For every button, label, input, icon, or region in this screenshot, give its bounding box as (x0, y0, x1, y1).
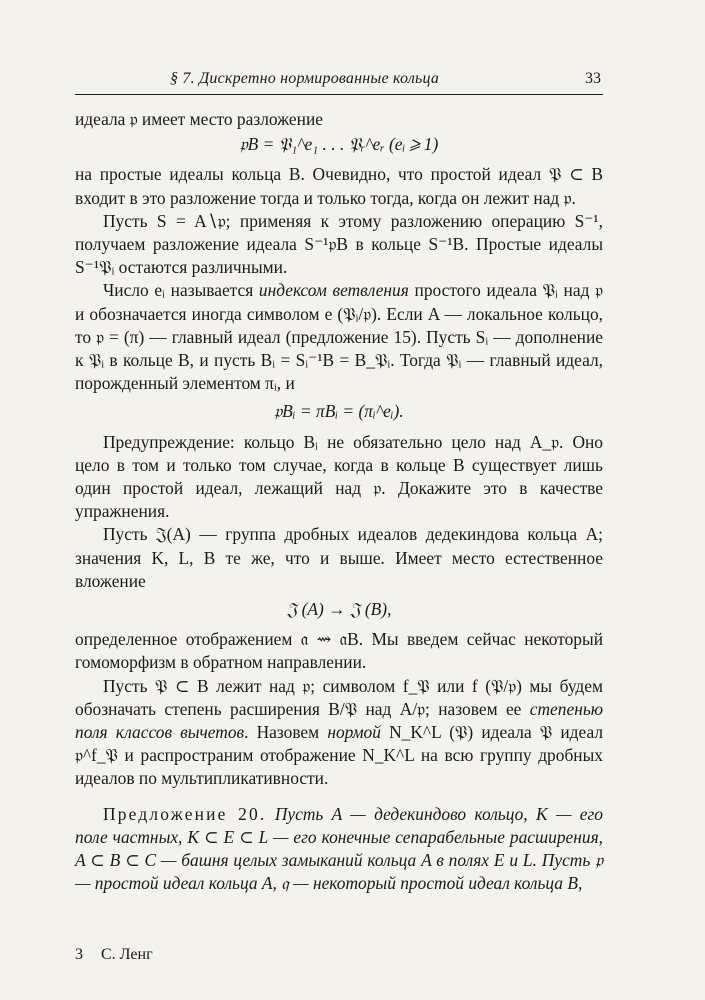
paragraph-1: идеала 𝔭 имеет место разложение (75, 109, 323, 129)
paragraph-8-start: Пусть 𝔓 ⊂ B лежит над 𝔭; символом f_𝔓 или f (𝔓/𝔭) мы будем обозначать степень расширения B/𝔓 над A/𝔭; назовем ее (75, 675, 603, 719)
page-footer (75, 946, 153, 964)
paragraph-4-start: Число eᵢ называется (103, 280, 259, 301)
signature-number: 3 (75, 946, 83, 963)
paragraph-8 (75, 675, 603, 791)
section-title: § 7. Дискретно нормированные кольца (170, 70, 440, 87)
paragraph-8-end: N_K^L (𝔓) идеала 𝔓 идеал 𝔭^f_𝔓 и распространим отображение N_K^L на всю группу дробных идеалов по мультипликативности. (75, 722, 603, 789)
proposition-label: Предложение 20. (103, 803, 267, 824)
proposition-text: Пусть A — дедекиндово кольцо, K — его поле частных, K ⊂ E ⊂ L — его конечные сепарабельные расширения, A ⊂ B ⊂ C — башня целых замыканий кольца A в полях E и L. Пусть 𝔭 — простой идеал кольца A, 𝔮 — некоторый простой идеал кольца B, (75, 803, 603, 894)
running-header (75, 68, 603, 95)
main-text (75, 108, 603, 896)
paragraph-2: на простые идеалы кольца B. Очевидно, что простой идеал 𝔓 ⊂ B входит в это разложение тогда и только тогда, когда он лежит над 𝔭. (75, 164, 603, 208)
proposition-20 (75, 803, 603, 896)
term-norm: нормой (327, 722, 381, 743)
formula-embedding: 𝔍 (A) → 𝔍 (B), (286, 599, 392, 620)
paragraph-5: Предупреждение: кольцо Bᵢ не обязательно цело над A_𝔭. Оно цело в том и только том случае, когда в кольце B существует лишь один простой идеал, лежащий над 𝔭. Докажите это в качестве упражнения. (75, 431, 603, 522)
formula-factorization: 𝔭B = 𝔓₁^e₁ . . . 𝔓ᵣ^eᵣ (eᵢ ⩾ 1) (239, 134, 439, 155)
formula-local: 𝔭Bᵢ = πBᵢ = (πᵢ^eᵢ). (274, 401, 404, 422)
paragraph-6: Пусть 𝔍(A) — группа дробных идеалов дедекиндова кольца A; значения K, L, B те же, что и выше. Имеет место естественное вложение (75, 524, 603, 591)
paragraph-4 (75, 279, 603, 395)
paragraph-4-end: простого идеала 𝔓ᵢ над 𝔭 и обозначается иногда символом e (𝔓ᵢ/𝔭). Если A — локальное кольцо, то 𝔭 = (π) — главный идеал (предложение 15). Пусть Sᵢ — дополнение к 𝔓ᵢ в кольце B, и пусть Bᵢ = Sᵢ⁻¹B = B_𝔓ᵢ. Тогда 𝔓ᵢ — главный идеал, порожденный элементом πᵢ, и (75, 280, 603, 394)
paragraph-7: определенное отображением 𝔞 ⇝ 𝔞B. Мы введем сейчас некоторый гомоморфизм в обратном направлении. (75, 629, 603, 673)
spacer (75, 791, 603, 803)
paragraph-8-mid: . Назовем (244, 722, 328, 743)
page-number: 33 (585, 70, 601, 87)
paragraph-3: Пусть S = A∖𝔭; применяя к этому разложению операцию S⁻¹, получаем разложение идеала S⁻¹𝔭B в кольце S⁻¹B. Простые идеалы S⁻¹𝔓ᵢ остаются различными. (75, 210, 603, 278)
term-ramification-index: индексом ветвления (258, 280, 409, 301)
author-name: С. Ленг (101, 946, 153, 963)
term-residue-degree: степенью поля классов вычетов (75, 698, 603, 743)
